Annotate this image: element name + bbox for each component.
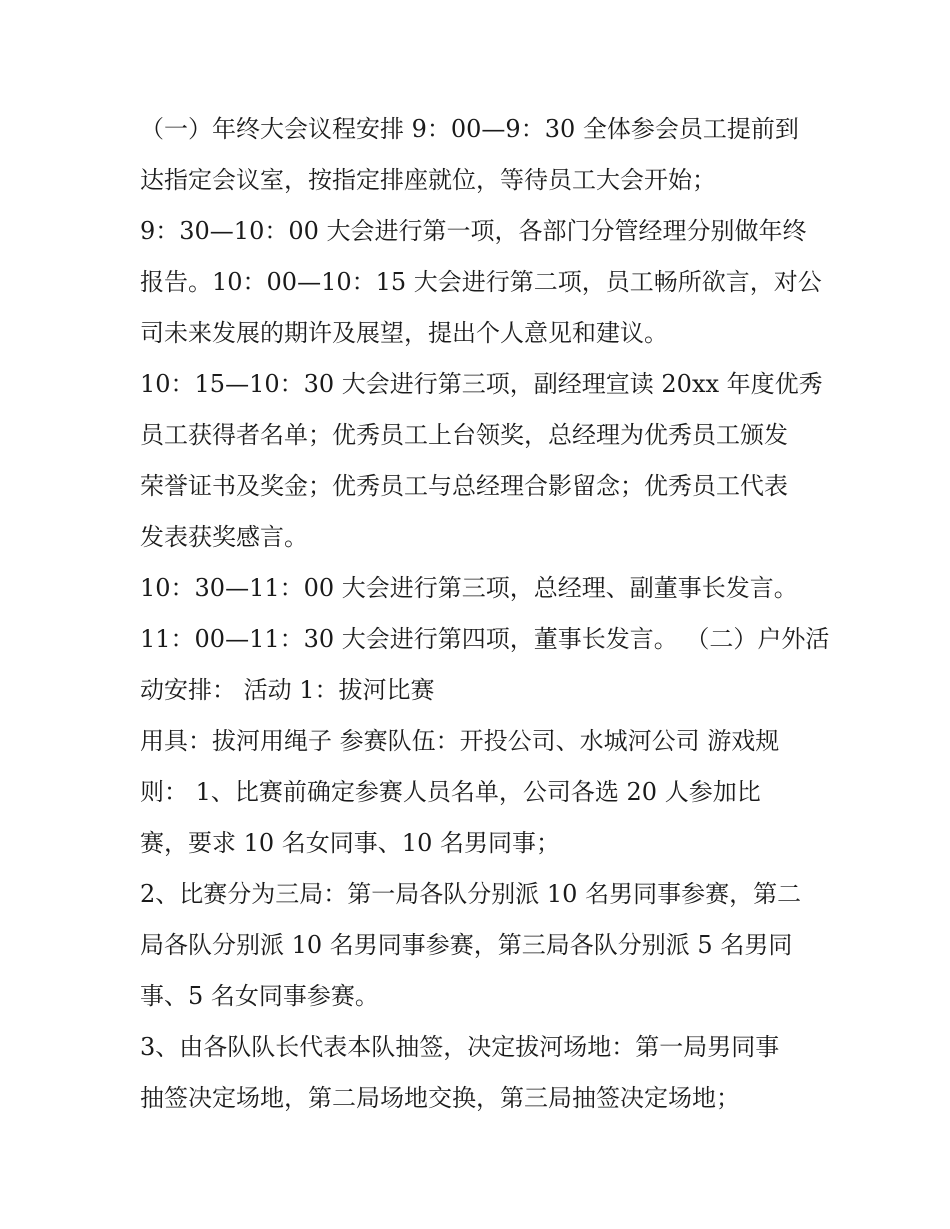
text-line-9: 发表获奖感言。 [140,523,308,551]
text-line-14: 则： 1、比赛前确定参赛人员名单，公司各选 20 人参加比 [140,778,761,806]
text-line-2: 达指定会议室，按指定排座就位，等待员工大会开始； [140,166,716,194]
text-line-11: 11：00—11：30 大会进行第四项，董事长发言。 （二）户外活 [140,625,830,653]
text-line-7: 员工获得者名单；优秀员工上台领奖，总经理为优秀员工颁发 [140,421,788,449]
text-line-1: （一）年终大会议程安排 9：00—9：30 全体参会员工提前到 [140,115,799,143]
text-line-10: 10：30—11：00 大会进行第三项，总经理、副董事长发言。 [140,574,798,602]
text-line-5: 司未来发展的期许及展望，提出个人意见和建议。 [140,319,668,347]
text-line-8: 荣誉证书及奖金；优秀员工与总经理合影留念；优秀员工代表 [140,472,788,500]
text-line-20: 抽签决定场地，第二局场地交换，第三局抽签决定场地； [140,1084,740,1112]
text-line-17: 局各队分别派 10 名男同事参赛，第三局各队分别派 5 名男同 [140,931,793,959]
text-line-15: 赛，要求 10 名女同事、10 名男同事； [140,829,560,857]
document-body [140,104,830,1124]
text-line-13: 用具：拔河用绳子 参赛队伍：开投公司、水城河公司 游戏规 [140,727,780,755]
text-line-4: 报告。10：00—10：15 大会进行第二项，员工畅所欲言，对公 [140,268,822,296]
text-line-16: 2、比赛分为三局：第一局各队分别派 10 名男同事参赛，第二 [140,880,802,908]
text-line-3: 9：30—10：00 大会进行第一项，各部门分管经理分别做年终 [140,217,807,245]
text-line-18: 事、5 名女同事参赛。 [140,982,379,1010]
text-line-6: 10：15—10：30 大会进行第三项，副经理宣读 20xx 年度优秀 [140,370,823,398]
text-line-19: 3、由各队队长代表本队抽签，决定拔河场地：第一局男同事 [140,1033,780,1061]
text-line-12: 动安排： 活动 1：拔河比赛 [140,676,435,704]
